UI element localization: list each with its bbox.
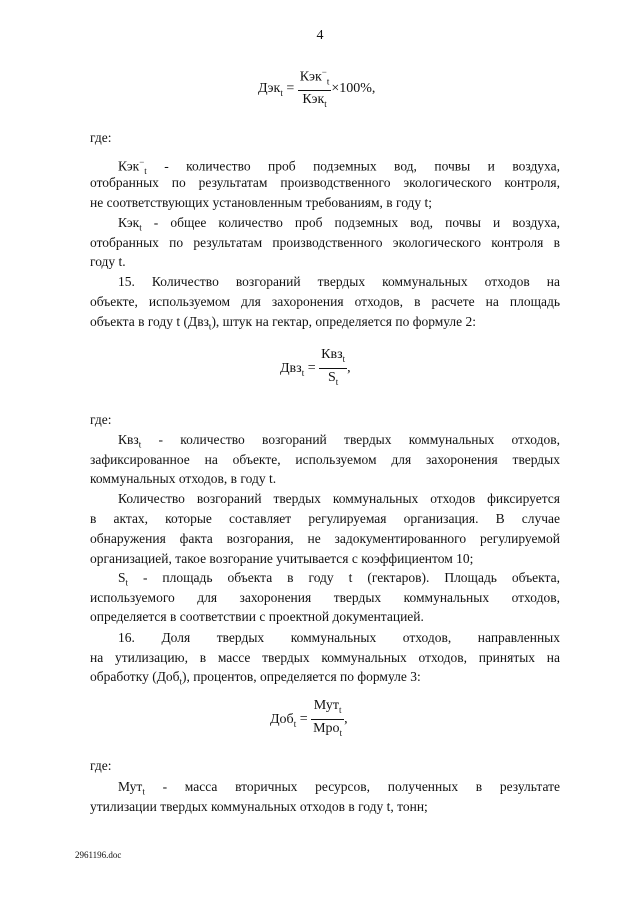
item-16-line3: обработку (Доб$_t$), процентов, определяется по формуле 3: (90, 669, 421, 687)
formula-3-fraction: $\frac{Мут_t}{Мро_t}$ (313, 698, 343, 738)
item-16-line1: 16. Доля твердых коммунальных отходов, направленных (118, 630, 560, 645)
formula-3: Доб$_t$ = $\frac{Мут_t}{Мро_t}$ , (270, 697, 348, 742)
fire-paragraph-line1: Количество возгораний твердых коммунальных отходов фиксируется (118, 491, 560, 506)
definition-s-line2: используемого для захоронения твердых коммунальных отходов, (90, 590, 560, 605)
definition-kek-line2: отобранных по результатам производственного экологического контроля в (90, 235, 560, 250)
item-16-line2: на утилизацию, в массе твердых коммунальных отходов, принятых на (90, 650, 560, 665)
definition-s-line3: определяется в соответствии с проектной документацией. (90, 609, 424, 624)
definition-kek-minus-line3: не соответствующих установленным требованиям, в году t; (90, 195, 433, 210)
definition-kvz-line1: Квз$_t$ - количество возгораний твердых коммунальных отходов, (118, 432, 560, 450)
where-label-3: где: (90, 758, 112, 773)
formula-1: Дэк$_t$ = $\frac{Кэк^-_t}{Кэк_t}$ ×100%, (258, 64, 375, 113)
formula-2: Двз$_t$ = $\frac{Квз_t}{S_t}$ , (280, 346, 351, 391)
definition-mut-line1: Мут$_t$ - масса вторичных ресурсов, полученных в результате (118, 779, 560, 797)
item-15-line1: 15. Количество возгораний твердых коммунальных отходов на (118, 274, 560, 289)
formula-1-lhs: Дэк$_t$ (258, 80, 283, 98)
fire-paragraph-line3: обнаружения факта возгорания, не задокументированного регулируемой (90, 531, 560, 546)
definition-kek-line1: Кэк$_t$ - общее количество проб подземных вод, почвы и воздуха, (118, 215, 560, 233)
fire-paragraph-line4: организацией, такое возгорание учитывается с коэффициентом 10; (90, 551, 474, 566)
page-number: 4 (316, 28, 324, 43)
file-name-footer: 2961196.doc (75, 850, 122, 860)
item-15-line2: объекте, используемом для захоронения отходов, в расчете на площадь (90, 294, 560, 309)
formula-2-fraction: $\frac{Квз_t}{S_t}$ (321, 347, 346, 387)
definition-s-line1: $S_t$ - площадь объекта в году t (гектаров). Площадь объекта, (118, 570, 560, 588)
definition-kek-line3: году t. (90, 254, 126, 269)
where-label-1: где: (90, 130, 112, 145)
definition-kvz-line2: зафиксированное на объекте, используемом для захоронения твердых (90, 452, 560, 467)
fire-paragraph-line2: в актах, которые составляет регулируемая организация. В случае (90, 511, 560, 526)
definition-kek-minus-line2: отобранных по результатам производственного экологического контроля, (90, 175, 560, 190)
definition-mut-line2: утилизации твердых коммунальных отходов в году t, тонн; (90, 799, 428, 814)
item-15-line3: объекта в году t (Двз$_t$), штук на гектар, определяется по формуле 2: (90, 314, 477, 332)
formula-1-fraction: $\frac{Кэк^-_t}{Кэк_t}$ (298, 64, 332, 113)
definition-kek-minus-line1: Кэк−$_t$ - количество проб подземных вод, почвы и воздуха, (118, 157, 560, 177)
definition-kvz-line3: коммунальных отходов, в году t. (90, 471, 277, 486)
formula-3-lhs: Доб$_t$ (270, 711, 297, 729)
where-label-2: где: (90, 412, 112, 427)
formula-2-lhs: Двз$_t$ (280, 360, 305, 378)
